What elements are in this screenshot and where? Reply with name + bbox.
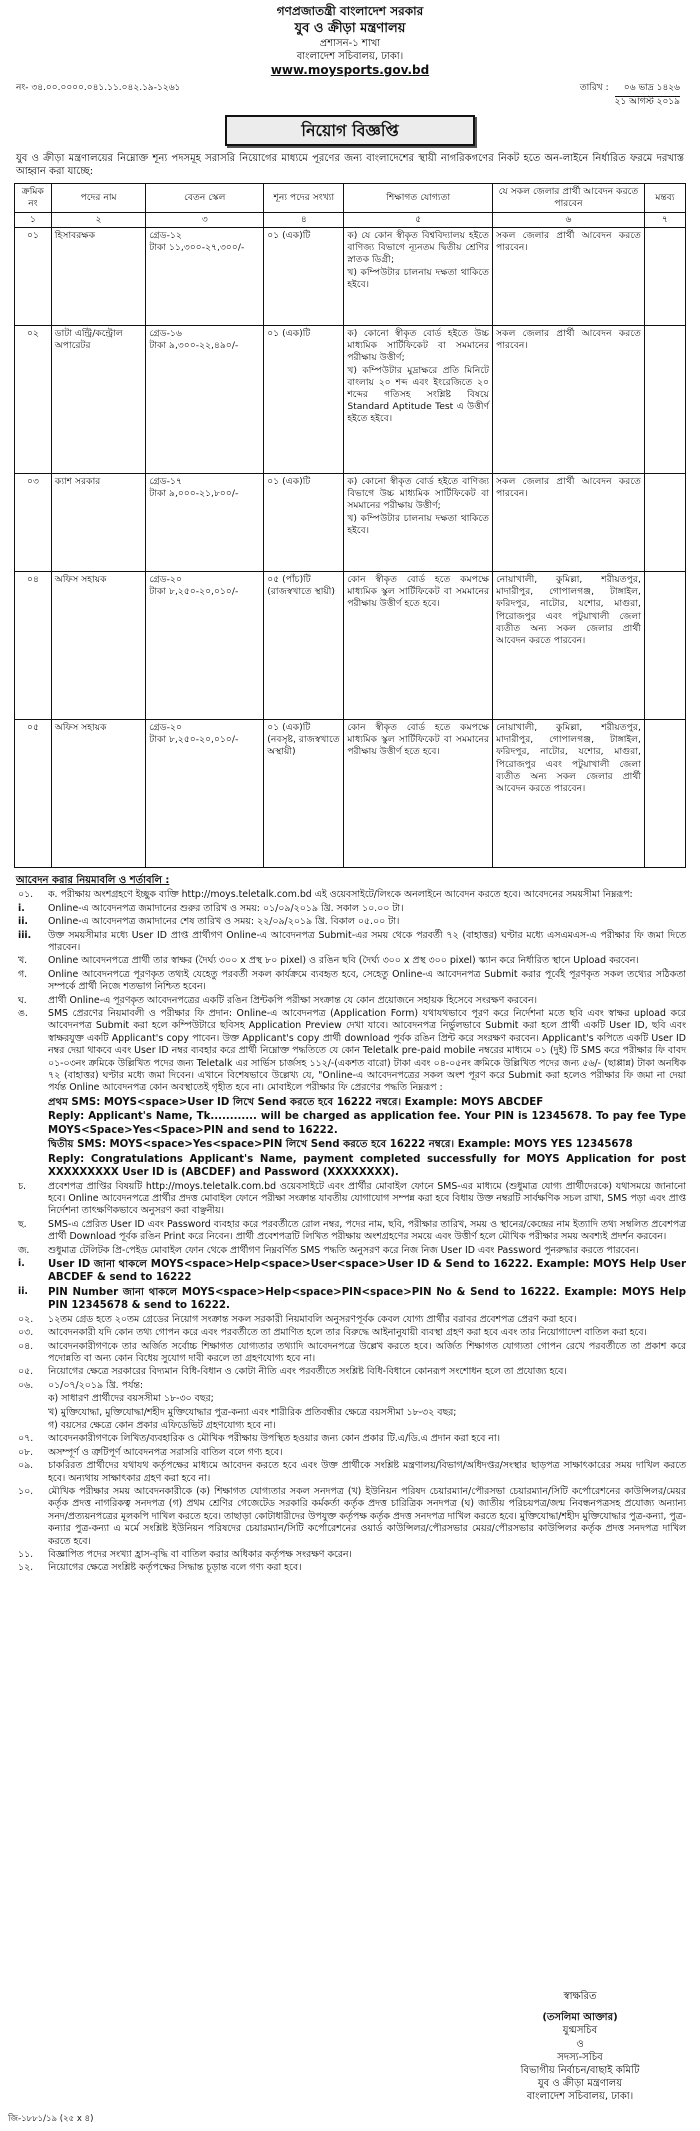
cell-vacancy-count: ০৫ (পাঁচ)টি (রাজস্বখাতে স্থায়ী) [264, 572, 344, 720]
col-remarks-header: মন্তব্য [644, 183, 685, 212]
rule-number: ০১. [18, 889, 34, 901]
rule-text: প্রার্থী Online-এ পূরণকৃত আবেদনপত্রের একটি রঙিন প্রিন্টকপি পরীক্ষা সংক্রান্ত যে কোন প্রয়োজনে সহায়ক হিসেবে সংরক্ষণ করবেন। [48, 994, 537, 1006]
rule-text: ক) সাধারণ প্রার্থীদের বয়সসীমা ১৮-৩০ বছর; [48, 1393, 214, 1405]
table-row [15, 228, 686, 326]
col-vacancy-count-header: শূন্য পদের সংখ্যা [264, 183, 344, 212]
table-row [15, 720, 686, 868]
rule-text: Online আবেদনপত্রে প্রার্থী তার স্বাক্ষর (দৈর্ঘ্য ৩০০ x প্রস্থ ৮০ pixel) ও রঙিন ছবি (দৈর্ঘ্য ৩০০ x প্রস্থ ৩০০ pixel) স্ক্যান করে নির্ধারিত স্থানে Upload করবেন। [48, 955, 639, 967]
column-number: ৬ [493, 212, 645, 227]
column-number: ৩ [146, 212, 264, 227]
signatory-and: ও [576, 2038, 584, 2050]
rule-number [14, 1096, 48, 1109]
table-header-row [15, 183, 686, 212]
rule-text: SMS প্রেরণের নিয়মাবলী ও পরীক্ষার ফি প্রদান: Online-এ আবেদনপত্র (Application Form) যথাযথভাবে পূরণ করে নির্দেশনা মতে ছবি এবং স্বাক্ষর upload করে আবেদনপত্র Submit করা হলে কম্পিউটারে ছবিসহ Application Preview দেখা যাবে। আবেদনপত্র নির্ভুলভাবে Submit করা হলে প্রার্থী একটি User ID, ছবি এবং স্বাক্ষরযুক্ত একটি Applicant's copy পাবেন। উক্ত Applicant's copy প্রার্থী download পূর্বক রঙিন প্রিন্ট করে সংরক্ষণ করবেন। Applicant's কপিতে একটি User ID নম্বর দেয়া থাকবে এবং User ID নম্বর ব্যবহার করে প্রার্থী নিম্নোক্ত পদ্ধতিতে যে কোন Teletalk pre-paid mobile নম্বরের মাধ্যমে ০১ (দুই) টি SMS করে পরীক্ষার ফি বাবদ ০১-০৩নং ক্রমিকে উল্লিখিত পদের জন্য Teletalk এর সার্ভিস চার্জসহ ১১২/-(একশত বারো) টাকা এবং ০৪-০৫নং ক্রমিকে উল্লিখিত পদের জন্য ৫৬/- (ছাপ্পান্ন) টাকা অনধিক ৭২ (বাহাত্তর) ঘণ্টার মধ্যে জমা দিবেন। এখানে বিশেষভাবে উল্লেখ্য যে, "Online-এ আবেদনপত্রের সকল অংশ পূরণ করে Submit করা হলেও পরীক্ষার ফি জমা না দেয়া পর্যন্ত Online আবেদনপত্র কোন অবস্থাতেই গৃহীত হবে না। মোবাইলে পরীক্ষার ফি প্রেরণের পদ্ধতি নিম্নরূপ : [48, 1007, 686, 1094]
rule-number: ০৪. [18, 1340, 34, 1352]
rule-item [14, 1153, 686, 1180]
cell-remarks [644, 474, 685, 572]
cell-vacancy-count: ০১ (এক)টি [264, 474, 344, 572]
rule-item [14, 1008, 686, 1095]
rule-number: ০৩. [18, 1327, 34, 1339]
rule-item [14, 1433, 686, 1445]
rule-item [14, 969, 686, 994]
cell-vacancy-count: ০১ (এক)টি [264, 326, 344, 474]
column-number: ৫ [344, 212, 493, 227]
rule-number [14, 1110, 48, 1137]
intro-text: যুব ও ক্রীড়া মন্ত্রণালয়ের নিম্নোক্ত শূন্য পদসমূহ সরাসরি নিয়োগের মাধ্যমে পূরণের জন্য বাংলাদেশের স্থায়ী নাগরিকগণের নিকট হতে অন-লাইনে নির্ধারিত ফরমে দরখাস্ত আহ্বান করা যাচ্ছে: [16, 153, 684, 178]
rule-text: Reply: Applicant's Name, Tk............ will be charged as application fee. Your PIN is 12345678. To pay fee Type MOYS<Space>Yes<Space>PIN and send to 16222. [48, 1111, 686, 1136]
committee-name: বিভাগীয় নির্বাচন/বাছাই কমিটি [520, 2064, 640, 2076]
rule-text: উক্ত সময়সীমার মধ্যে User ID প্রাপ্ত প্রার্থীগণ Online-এ আবেদনপত্র Submit-এর সময় থেকে পরবর্তী ৭২ (বাহাত্তর) ঘণ্টার মধ্যে এসএমএস-এ পরীক্ষার ফি জমা দিতে পারবেন। [48, 929, 686, 953]
column-number: ২ [51, 212, 145, 227]
table-index-row [15, 212, 686, 227]
rule-number: ০৯. [18, 1460, 34, 1472]
rule-item [14, 1327, 686, 1339]
cell-post-name: অফিস সহায়ক [51, 572, 145, 720]
table-row [15, 326, 686, 474]
cell-eligible-districts: নোয়াখালী, কুমিল্লা, শরীয়তপুর, মাদারীপুর, গোপালগঞ্জ, টাঙ্গাইল, ফরিদপুর, নাটোর, যশোর, মাগুরা, পিরোজপুর এবং পটুয়াখালী জেলা ব্যতীত অন্য সকল জেলার প্রার্থী আবেদন করতে পারবেন। [493, 572, 645, 720]
cell-eligible-districts: নোয়াখালী, কুমিল্লা, শরীয়তপুর, মাদারীপুর, গোপালগঞ্জ, টাঙ্গাইল, ফরিদপুর, নাটোর, যশোর, মাগুরা, পিরোজপুর এবং পটুয়াখালী জেলা ব্যতীত অন্য সকল জেলার প্রার্থী আবেদন করতে পারবেন। [493, 720, 645, 868]
rule-item [14, 1486, 686, 1548]
rule-item [14, 1447, 686, 1459]
rule-number: ০৫. [18, 1366, 34, 1378]
rule-number: ঙ. [18, 1007, 28, 1019]
date-english: ২১ আগস্ট ২০১৯ [614, 97, 680, 108]
rule-item [14, 1138, 686, 1151]
cell-serial: ০২ [15, 326, 52, 474]
rule-number: i. [18, 1257, 25, 1269]
cell-eligible-districts: সকল জেলার প্রার্থী আবেদন করতে পারবেন। [493, 326, 645, 474]
rules-title: আবেদন করার নিয়মাবলি ও শর্তাবলি : [16, 875, 170, 887]
rule-item [14, 1341, 686, 1366]
cell-serial: ০১ [15, 228, 52, 326]
cell-post-name: ক্যাশ সরকার [51, 474, 145, 572]
rule-item [14, 903, 686, 915]
rule-number [14, 1420, 48, 1432]
memo-date [580, 83, 680, 109]
rule-number [14, 1393, 48, 1405]
rule-number: জ. [18, 1244, 30, 1256]
rule-text: মৌখিক পরীক্ষার সময় আবেদনকারীকে (ক) শিক্ষাগত যোগ্যতার সকল সনদপত্র (খ) ইউনিয়ন পরিষদ চেয়ারম্যান/পৌরসভা চেয়ারম্যান/সিটি কর্পোরেশনের কাউন্সিলর/মেয়র কর্তৃক প্রদত্ত নাগরিকত্ব সনদপত্র (গ) প্রথম শ্রেণির গেজেটেড সরকারি কর্মকর্তা কর্তৃক প্রদত্ত চারিত্রিক সনদপত্র (ঘ) জাতীয় পরিচয়পত্র/জন্ম নিবন্ধনপত্রসহ প্রযোজ্য অন্যান্য সনদ/প্রত্যয়নপত্রের মূলকপি দাখিল করতে হবে। তাছাড়া কোটাধারীদের উপযুক্ত কর্তৃপক্ষ কর্তৃক প্রদত্ত সনদপত্র দাখিল করতে হবে। মুক্তিযোদ্ধা/শহীদ মুক্তিযোদ্ধার পুত্র-কন্যা, পুত্র-কন্যার পুত্র-কন্যা এ মর্মে সংশ্লিষ্ট ইউনিয়ন পরিষদের চেয়ারম্যান/সিটি কর্পোরেশনের ওয়ার্ড কাউন্সিলর/পৌরসভার মেয়র/পৌরসভার কাউন্সিলর কর্তৃক প্রদত্ত সনদপত্র দাখিল করতে হবে। [48, 1486, 686, 1547]
rule-text: গ) বয়সের ক্ষেত্রে কোন প্রকার এফিডেভিট গ্রহণযোগ্য হবে না। [48, 1420, 276, 1431]
rule-item [14, 1460, 686, 1485]
rule-number: iii. [18, 929, 32, 941]
rule-number: i. [18, 902, 25, 914]
rule-item [14, 1219, 686, 1244]
cell-post-name: ডাটা এন্ট্রি/কন্ট্রোল অপারেটর [51, 326, 145, 474]
cell-serial: ০৫ [15, 720, 52, 868]
cell-serial: ০৪ [15, 572, 52, 720]
cell-pay-scale: গ্রেড-১৬ টাকা ৯,৩০০-২২,৪৯০/- [146, 326, 264, 474]
rule-text: নিয়োগের ক্ষেত্রে সংশ্লিষ্ট কর্তৃপক্ষের সিদ্ধান্ত চূড়ান্ত বলে গণ্য করা হবে। [48, 1562, 302, 1574]
cell-pay-scale: গ্রেড-২০ টাকা ৮,২৫০-২০,০১০/- [146, 720, 264, 868]
cell-remarks [644, 326, 685, 474]
cell-post-name: হিসাবরক্ষক [51, 228, 145, 326]
rule-number: ০২. [18, 1313, 34, 1325]
rule-number: ১২. [18, 1562, 34, 1574]
date-bengali: ০৬ ভাদ্র ১৪২৬ [615, 83, 680, 97]
cell-eligible-districts: সকল জেলার প্রার্থী আবেদন করতে পারবেন। [493, 474, 645, 572]
rule-item [14, 1562, 686, 1574]
rule-item [14, 1245, 686, 1257]
rule-item [14, 1096, 686, 1109]
cell-serial: ০৩ [15, 474, 52, 572]
col-qualification-header: শিক্ষাগত যোগ্যতা [344, 183, 493, 212]
cell-remarks [644, 572, 685, 720]
rule-item [14, 1286, 686, 1313]
rule-item [14, 1380, 686, 1392]
rule-text: খ) মুক্তিযোদ্ধা, মুক্তিযোদ্ধা/শহীদ মুক্তিযোদ্ধার পুত্র-কন্যা এবং শারীরিক প্রতিবন্ধীর ক্ষেত্রে বয়সসীমা ১৮-৩২ বছর; [48, 1406, 457, 1418]
rule-item [14, 1181, 686, 1218]
memo-line [14, 81, 686, 111]
rule-number: ii. [18, 1285, 28, 1297]
rule-text: বিজ্ঞাপিত পদের সংখ্যা হ্রাস-বৃদ্ধি বা বাতিল করার অধিকার কর্তৃপক্ষ সংরক্ষণ করেন। [48, 1549, 352, 1561]
rule-number [14, 1407, 48, 1419]
rule-number: ০৮. [18, 1446, 34, 1458]
signed-label: স্বাক্ষরিত [563, 1991, 597, 2002]
rule-number: ii. [18, 916, 28, 928]
rule-text: দ্বিতীয় SMS: MOYS<space>Yes<space>PIN লিখে Send করতে হবে 16222 নম্বরে। Example: MOYS YES 12345678 [48, 1139, 633, 1151]
cell-vacancy-count: ০১ (এক)টি [264, 228, 344, 326]
col-serial-header: ক্রমিক নং [15, 183, 52, 212]
cell-pay-scale: গ্রেড-১৭ টাকা ৯,০০০-২১,৮০০/- [146, 474, 264, 572]
cell-qualification: ক) কোনো স্বীকৃত বোর্ড হইতে উচ্চ মাধ্যমিক সার্টিফিকেট বা সমমানের পরীক্ষায় উত্তীর্ণ; খ) কম্পিউটার মুদ্রাক্ষরে প্রতি মিনিটে বাংলায় ২০ শব্দ এবং ইংরেজিতে ২০ শব্দের গতিসহ সংশ্লিষ্ট বিষয়ে Standard Aptitude Test এ উত্তীর্ণ হইতে হইবে। [344, 326, 493, 474]
rule-item [14, 889, 686, 901]
rule-number: ছ. [18, 1218, 27, 1230]
rule-number: ০৭. [18, 1433, 34, 1445]
rule-text: আবেদনকারী যদি কোন তথ্য গোপন করে এবং পরবর্তীতে তা প্রমাণিত হলে তার বিরুদ্ধে আইনানুযায়ী ব্যবস্থা গ্রহণ করা হবে এবং তার নিয়োগাদেশ বাতিল করা হবে। [48, 1327, 647, 1339]
rules-list [14, 889, 686, 1575]
rule-text: Online-এ আবেদনপত্র জমাদানের শেষ তারিখ ও সময়: ২২/০৯/২০১৯ খ্রি. বিকাল ০৫.০০ টা। [48, 916, 400, 928]
rule-item [14, 995, 686, 1007]
rule-item [14, 955, 686, 967]
date-label: তারিখ : [579, 83, 609, 94]
rule-text: চাকরিরত প্রার্থীদের যথাযথ কর্তৃপক্ষের মাধ্যমে আবেদন করতে হবে এবং উক্ত প্রার্থীকে সংশ্লিষ্ট মন্ত্রণালয়/বিভাগ/অধিদপ্তর/সংস্থার ছাড়পত্র সাক্ষাৎকারের সময় দাখিল করতে হবে। অন্যথায় সাক্ষাৎকার গ্রহণ করা হবে না। [48, 1460, 686, 1484]
address-line: বাংলাদেশ সচিবালয়, ঢাকা। [526, 2091, 634, 2103]
rule-text: অসম্পূর্ণ ও ত্রুটিপূর্ণ আবেদনপত্র সরাসরি বাতিল বলে গণ্য হবে। [48, 1446, 283, 1458]
table-row [15, 474, 686, 572]
rule-item [14, 1420, 686, 1432]
signatory-name: (তসলিমা আক্তার) [542, 2012, 618, 2024]
cell-qualification: কোন স্বীকৃত বোর্ড হতে কমপক্ষে মাধ্যমিক স্কুল সার্টিফিকেট বা সমমানের পরীক্ষায় উত্তীর্ণ হতে হবে। [344, 720, 493, 868]
section-name: প্রশাসন-১ শাখা [319, 37, 381, 49]
ministry-line: যুব ও ক্রীড়া মন্ত্রণালয় [537, 2078, 623, 2090]
government-name: গণপ্রজাতন্ত্রী বাংলাদেশ সরকার [276, 4, 424, 18]
rule-text: আবেদনকারীগণকে লিখিত/ব্যবহারিক ও মৌখিক পরীক্ষায় উপস্থিত হওয়ার জন্য কোন প্রকার টি.এ/ডি.এ প্রদান করা হবে না। [48, 1433, 500, 1445]
rule-text: PIN Number জানা থাকলে MOYS<space>Help<space>PIN<space>PIN No & Send to 16222. Example: MOYS Help PIN 12345678 & send to 16222. [48, 1286, 686, 1312]
cell-remarks [644, 720, 685, 868]
cell-pay-scale: গ্রেড-১২ টাকা ১১,৩০০-২৭,৩০০/- [146, 228, 264, 326]
cell-eligible-districts: সকল জেলার প্রার্থী আবেদন করতে পারবেন। [493, 228, 645, 326]
column-number: ৪ [264, 212, 344, 227]
col-post-name-header: পদের নাম [51, 183, 145, 212]
rule-item [14, 1110, 686, 1137]
cell-qualification: ক) যে কোন স্বীকৃত বিশ্ববিদ্যালয় হইতে বাণিজ্য বিভাগে ন্যূনতম দ্বিতীয় শ্রেণির স্নাতক ডিগ্রী; খ) কম্পিউটার চালনায় দক্ষতা থাকিতে হইবে। [344, 228, 493, 326]
rule-text: User ID জানা থাকলে MOYS<space>Help<space>User<space>User ID & Send to 16222. Example: MOYS Help User ABCDEF & send to 16222 [48, 1258, 686, 1284]
rule-text: Online-এ আবেদনপত্র জমাদানের শুরুর তারিখ ও সময়: ০১/০৯/২০১৯ খ্রি. সকাল ১০.০০ টা। [48, 902, 404, 914]
rule-text: ১২তম গ্রেড হতে ২০তম গ্রেডের নিয়োগ সংক্রান্ত সকল সরকারী নিয়মাবলি অনুসরণপূর্বক কেবল যোগ্য প্রার্থীর বরাবর প্রবেশপত্র প্রেরণ করা হবে। [48, 1313, 577, 1325]
rule-number [14, 1153, 48, 1180]
signatory-role: সদস্য-সচিব [557, 2051, 603, 2063]
rule-number: ঘ. [18, 994, 27, 1006]
column-number: ৭ [644, 212, 685, 227]
print-code: জি-১৮৮১/১৯ (২৫ x ৪) [8, 2113, 94, 2124]
rule-number: খ. [18, 955, 28, 967]
rule-item [14, 916, 686, 928]
cell-remarks [644, 228, 685, 326]
rule-text: প্রবেশপত্র প্রাপ্তির বিষয়টি http://moys.teletalk.com.bd ওয়েবসাইটে এবং প্রার্থীর মোবাইল ফোনে SMS-এর মাধ্যমে (শুধুমাত্র যোগ্য প্রার্থীদেরকে) যথাসময়ে জানানো হবে। Online আবেদনপত্রে প্রার্থীর প্রদত্ত মোবাইল ফোনে পরীক্ষা সংক্রান্ত যাবতীয় যোগাযোগ সম্পন্ন করা হবে বিধায় উক্ত নম্বরটি সার্বক্ষণিক সচল রাখা, SMS পড়া এবং প্রাপ্ত নির্দেশনা তাৎক্ষণিকভাবে অনুসরণ করা বাঞ্ছনীয়। [48, 1180, 686, 1217]
rule-text: প্রথম SMS: MOYS<space>User ID লিখে Send করতে হবে 16222 নম্বরে। Example: MOYS ABCDEF [48, 1096, 544, 1108]
rule-text: আবেদনকারীগণকে তার অর্জিত সর্বোচ্চ শিক্ষাগত যোগ্যতার তথ্যাদি আবেদনপত্রে উল্লেখ করতে হবে। অর্জিত শিক্ষাগত যোগ্যতা গোপন রেখে পরবর্তীতে তা প্রকাশ করে পদোন্নতি বা অন্য কোন বিধেয় সুযোগ দাবী করলে তা গ্রহণযোগ্য হবে না। [48, 1340, 686, 1364]
rule-text: Reply: Congratulations Applicant's Name, payment completed successfully for MOYS Application for post XXXXXXXXX User ID is (ABCDEF) and Password (XXXXXXXX). [48, 1153, 686, 1179]
website-link[interactable]: www.moysports.gov.bd [270, 63, 430, 78]
column-number: ১ [15, 212, 52, 227]
rule-item [14, 1366, 686, 1378]
cell-qualification: ক) কোনো স্বীকৃত বোর্ড হইতে বাণিজ্য বিভাগে উচ্চ মাধ্যমিক সার্টিফিকেট বা সমমানের পরীক্ষায় উত্তীর্ণ; খ) কম্পিউটার চালনায় দক্ষতা থাকিতে হইবে। [344, 474, 493, 572]
table-row [15, 572, 686, 720]
rule-number: ১০. [18, 1486, 34, 1498]
cell-vacancy-count: ০১ (এক)টি (নবসৃষ্ট, রাজস্বখাতে অস্থায়ী) [264, 720, 344, 868]
signature-block [480, 1990, 680, 2104]
rule-number: ১১. [18, 1549, 34, 1561]
memo-number: নং- ৩৪.০০.০০০০.০৪১.১১.০৪২.১৯-১২৬১ [16, 83, 181, 94]
letterhead [14, 0, 686, 79]
rule-text: শুধুমাত্র টেলিটক প্রি-পেইড মোবাইল ফোন থেকে প্রার্থীগণ নিম্নবর্ণিত SMS পদ্ধতি অনুসরণ করে নিজ নিজ User ID এবং Password পুনরুদ্ধার করতে পারবেন। [48, 1244, 639, 1256]
rule-number: ০৬. [18, 1379, 34, 1391]
rule-number [14, 1138, 48, 1151]
rule-text: Online আবেদনপত্রে পূরণকৃত তথ্যই যেহেতু পরবর্তী সকল কার্যক্রমে ব্যবহৃত হবে, সেহেতু Online-এ আবেদনপত্র Submit করার পূর্বেই পূরণকৃত সকল তথ্যের সঠিকতা সম্পর্কে প্রার্থী নিজে শতভাগ নিশ্চিত হবেন। [48, 968, 686, 993]
ministry-name: যুব ও ক্রীড়া মন্ত্রণালয় [294, 20, 406, 36]
office-address: বাংলাদেশ সচিবালয়, ঢাকা। [296, 51, 404, 63]
rule-text: ক. পরীক্ষায় অংশগ্রহণে ইচ্ছুক ব্যক্তি http://moys.teletalk.com.bd এই ওয়েবসাইটে/লিংকে অনলাইনে আবেদন করতে হবে। আবেদনের সময়সীমা নিম্নরূপ: [48, 889, 633, 901]
rule-text: ০১/০৭/২০১৯ খ্রি. পর্যন্ত: [48, 1379, 144, 1391]
cell-pay-scale: গ্রেড-২০ টাকা ৮,২৫০-২০,০১০/- [146, 572, 264, 720]
rule-item [14, 930, 686, 955]
notice-title: নিয়োগ বিজ্ঞপ্তি [225, 115, 475, 146]
rule-item [14, 1393, 686, 1405]
rule-item [14, 1407, 686, 1419]
rule-text: নিয়োগের ক্ষেত্রে সরকারের বিদ্যমান বিধি-বিধান ও কোটা নীতি এবং পরবর্তীতে সংশ্লিষ্ট বিধি-বিধানে কোনরূপ সংশোধন হলে তা প্রযোজ্য হবে। [48, 1366, 567, 1378]
rule-number: গ. [18, 968, 28, 980]
signatory-designation: যুগ্মসচিব [562, 2025, 598, 2037]
cell-post-name: অফিস সহায়ক [51, 720, 145, 868]
rule-item [14, 1549, 686, 1561]
col-eligible-districts-header: যে সকল জেলার প্রার্থী আবেদন করতে পারবেন [493, 183, 645, 212]
cell-qualification: কোন স্বীকৃত বোর্ড হতে কমপক্ষে মাধ্যমিক স্কুল সার্টিফিকেট বা সমমানের পরীক্ষায় উত্তীর্ণ হতে হবে। [344, 572, 493, 720]
col-pay-scale-header: বেতন স্কেল [146, 183, 264, 212]
rule-text: SMS-এ প্রেরিত User ID এবং Password ব্যবহার করে পরবর্তীতে রোল নম্বর, পদের নাম, ছবি, পরীক্ষার তারিখ, সময় ও স্থানের/কেন্দ্রের নাম ইত্যাদি তথ্য সম্বলিত প্রবেশপত্র প্রার্থী Download পূর্বক রঙিন Print করে নিবেন। প্রার্থী প্রবেশপত্রটি লিখিত পরীক্ষায় অংশগ্রহণের সময়ে এবং উত্তীর্ণ হলে মৌখিক পরীক্ষার সময় অবশ্যই প্রদর্শন করবেন। [48, 1218, 686, 1243]
rule-item [14, 1314, 686, 1326]
rule-item [14, 1258, 686, 1285]
vacancy-table [14, 183, 686, 868]
rule-number: চ. [18, 1180, 27, 1192]
